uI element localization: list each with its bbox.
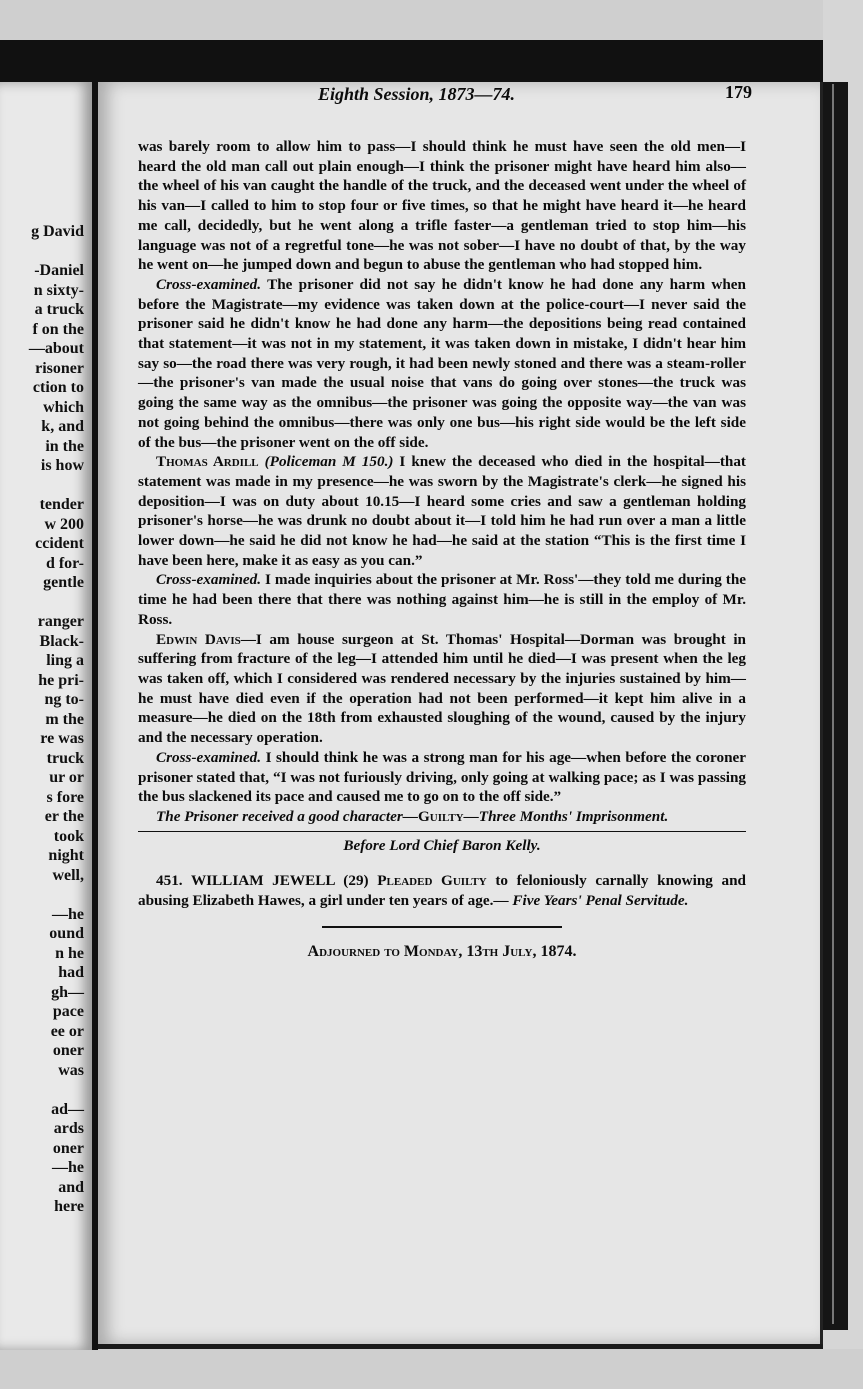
paragraph-ardill: Thomas Ardill (Policeman M 150.) I knew the deceased who died in the hospital—that statement was made in my presence—he was sworn by the Magistrate's clerk—he signed his deposition—I was on duty about 10.15—I heard some cries and saw a gentleman holding prisoner's horse—he was drunk no doubt about it—I told him he had run over a man a little lower down—he said he did not know he had—he said at the station “This is the first time I have been here, make it as easy as you can.” bbox=[138, 453, 746, 569]
left-page-fragment: k, and bbox=[41, 418, 84, 435]
left-page-fragment: in the bbox=[45, 437, 84, 455]
witness-name-davis: Edwin Davis bbox=[156, 630, 241, 648]
left-page-fragment: d for- bbox=[45, 554, 84, 572]
left-page-fragment: which bbox=[43, 398, 84, 416]
court-heading: Before Lord Chief Baron Kelly. bbox=[343, 837, 541, 855]
paragraph-cross-examined-2: Cross-examined. I made inquiries about the prisoner at Mr. Ross'—they told me during the time he had been there that there was nothing against him—he is still in the employ of Mr. Ross. bbox=[138, 571, 747, 628]
adjournment: Adjourned to Monday, 13th July, 1874. bbox=[307, 942, 577, 960]
left-page-fragment: -Daniel bbox=[34, 262, 84, 279]
left-page-fragment: gh— bbox=[51, 983, 84, 1001]
left-page-fragment: f on the bbox=[32, 320, 84, 338]
left-page-fragment: ling a bbox=[46, 652, 84, 669]
left-page-fragment: he pri- bbox=[38, 671, 84, 689]
left-page-fragment: here bbox=[54, 1198, 84, 1215]
verdict-guilty: Guilty bbox=[417, 807, 464, 825]
left-page-fragment: ad— bbox=[51, 1100, 84, 1118]
left-page-fragment: ee or bbox=[50, 1022, 84, 1040]
left-page-fragment: was bbox=[58, 1061, 84, 1079]
left-page-fragment: ur or bbox=[49, 769, 84, 786]
left-page-fragment: ction to bbox=[32, 379, 84, 396]
left-page-fragment: is how bbox=[40, 457, 84, 474]
left-page-fragment: ound bbox=[49, 925, 84, 942]
page-edge-line bbox=[832, 84, 834, 1324]
left-page-fragment: oner bbox=[52, 1042, 84, 1059]
left-page bbox=[0, 82, 98, 1350]
running-head: Eighth Session, 1873—74. bbox=[318, 84, 516, 104]
left-page-fragment: —about bbox=[28, 340, 84, 357]
page-number: 179 bbox=[725, 82, 752, 102]
paragraph-cross-examined-1: Cross-examined. The prisoner did not say he didn't know he had done any harm when before the Magistrate—my evidence was taken down at the police-court—I never said the prisoner said he didn't know he had done any harm—the depositions being read contained that statement—it was not in my statement, it was taken down in mistake, I didn't hear him say so—the road there was very rough, it had been newly stoned and there was a steam-roller—the prisoner's van made the usual noise that vans do going over stones—the truck was going the same way as the omnibus—the prisoner was going the opposite way—the van was not going behind the omnibus—there was only one bus—his right side would be the left side of the bus—the prisoner went on the off side. bbox=[138, 275, 746, 451]
right-page bbox=[98, 82, 823, 1344]
left-page-fragment: n sixty- bbox=[33, 281, 84, 299]
left-page-fragment: risoner bbox=[35, 359, 84, 377]
paragraph-davis: Edwin Davis—I am house surgeon at St. Thomas' Hospital—Dorman was brought in suffering from fracture of the leg—I attended him until he died—I was present when the leg was taken off, which I considered was rendered necessary by the injuries sustained by him—he must have died even if the operation had not been performed—it kept him alive in a measure—he died on the 18th from exhausted sloughing of the wound, caused by the injury and the necessary operation. bbox=[138, 630, 747, 747]
page-edge bbox=[822, 82, 848, 1330]
left-page-fragment: s fore bbox=[46, 788, 84, 806]
case-451: 451. WILLIAM JEWELL (29) Pleaded Guilty to feloniously carnally knowing and abusing Elizabeth Hawes, a girl under ten years of age.— Five Years' Penal Servitude. bbox=[138, 872, 747, 909]
case-number-name: 451. WILLIAM JEWELL (29) bbox=[156, 872, 369, 889]
section-divider bbox=[138, 831, 746, 833]
left-page-fragment: night bbox=[48, 847, 84, 864]
short-rule bbox=[322, 926, 562, 928]
left-page-fragment: —he bbox=[52, 905, 84, 923]
cross-examined-label: Cross-examined. bbox=[156, 275, 262, 293]
left-page-fragment: ng to- bbox=[44, 691, 84, 708]
left-page-fragment: g David bbox=[31, 223, 84, 240]
left-page-fragment: gentle bbox=[43, 574, 84, 591]
left-page-fragment: ranger bbox=[37, 613, 84, 630]
left-page-fragment: ards bbox=[53, 1120, 84, 1137]
witness-name-ardill: Thomas Ardill bbox=[156, 453, 259, 471]
page-header bbox=[138, 82, 752, 109]
scan-background-bottom bbox=[0, 1349, 863, 1389]
paragraph-cross-examined-3: Cross-examined. I should think he was a strong man for his age—when before the coroner prisoner stated that, “I was not furiously driving, only going at walking pace; as I was passing the bus slackened its pace and caused me to go on to the off side.” bbox=[138, 748, 746, 806]
left-page-fragment: a truck bbox=[34, 301, 84, 318]
left-page-fragment: took bbox=[53, 827, 84, 845]
left-page-fragment: n he bbox=[55, 944, 84, 962]
left-page-fragment: oner bbox=[52, 1139, 84, 1157]
plea: Pleaded Guilty bbox=[377, 872, 487, 889]
witness-role-ardill: (Policeman M 150.) bbox=[264, 453, 394, 471]
left-page-fragment: had bbox=[58, 964, 84, 981]
left-page-fragment: ccident bbox=[35, 535, 84, 552]
left-page-fragment: er the bbox=[44, 808, 84, 825]
left-page-fragment: re was bbox=[40, 730, 84, 747]
paragraph-verdict: The Prisoner received a good character—Guilty—Three Months' Imprisonment. bbox=[156, 807, 669, 825]
left-page-fragment: w 200 bbox=[44, 515, 84, 533]
left-page-fragment: and bbox=[58, 1178, 84, 1196]
left-page-fragment: tender bbox=[39, 496, 84, 513]
left-page-fragment: —he bbox=[52, 1159, 84, 1176]
left-page-fragment: m the bbox=[45, 710, 84, 728]
case-451-sentence: Five Years' Penal Servitude. bbox=[512, 891, 689, 909]
page-text-block bbox=[138, 82, 752, 978]
left-page-fragment: truck bbox=[46, 749, 84, 767]
left-page-fragment: well, bbox=[52, 866, 84, 884]
left-page-fragment: pace bbox=[52, 1003, 84, 1020]
paragraph-witness-continued: was barely room to allow him to pass—I should think he must have seen the old men—I heard the old man call out plain enough—I think the prisoner might have heard him also—the wheel of his van caught the handle of the truck, and the deceased went under the wheel of his van—I called to him to stop four or five times, so that he might have heard it—he heard me call, decidedly, but he went along a trifle faster—a gentleman tried to stop him—his language was not of a regretful tone—he was not sober—I have no doubt of that, by the way he went on—he jumped down and begun to abuse the gentleman who had stopped him. bbox=[138, 138, 746, 274]
left-page-fragment: Black- bbox=[39, 632, 84, 650]
